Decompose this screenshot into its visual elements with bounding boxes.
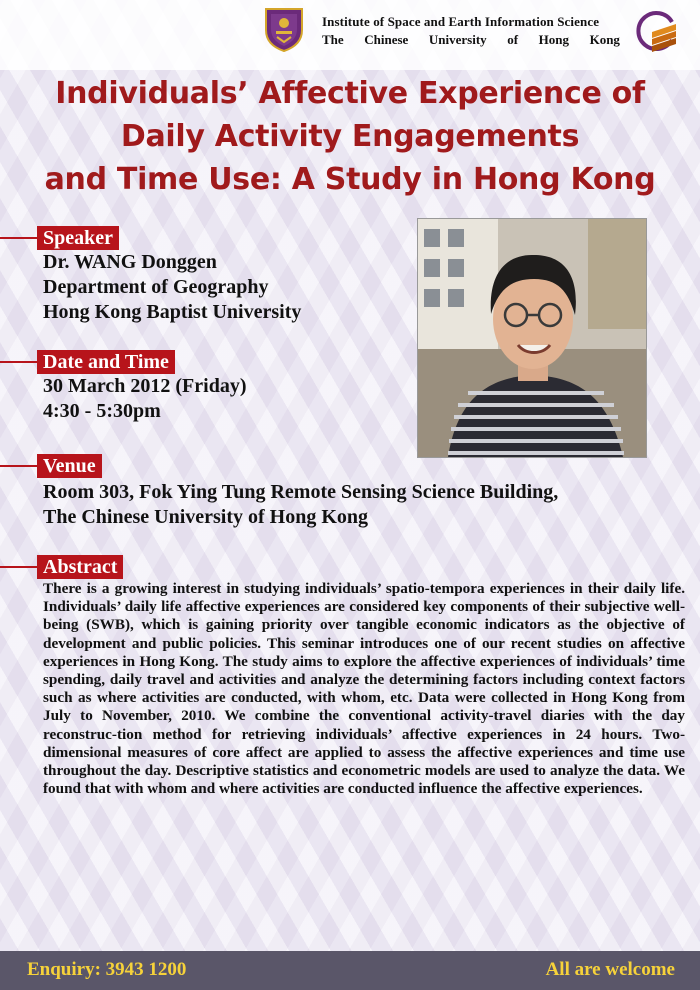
speaker-affiliation: Hong Kong Baptist University	[43, 301, 302, 323]
university-crest-icon	[263, 6, 305, 52]
speaker-photo	[418, 219, 646, 457]
abstract-label: Abstract	[37, 555, 123, 579]
venue-label: Venue	[37, 454, 102, 478]
university-word: of	[507, 32, 519, 47]
abstract-rule	[0, 566, 37, 568]
speaker-info	[43, 250, 301, 325]
speaker-name: Dr. WANG Donggen	[43, 251, 217, 273]
footer-bar	[0, 951, 700, 990]
venue-university: The Chinese University of Hong Kong	[43, 506, 369, 528]
institute-logo-icon	[632, 6, 680, 56]
university-name	[322, 32, 620, 48]
speaker-department: Department of Geography	[43, 276, 269, 298]
university-word: Kong	[589, 32, 620, 47]
seminar-time: 4:30 - 5:30pm	[43, 400, 161, 422]
university-word: The	[322, 32, 344, 47]
university-word: University	[428, 32, 487, 47]
venue-info	[43, 480, 558, 530]
abstract-text: There is a growing interest in studying individuals’ spatio-tempora experiences in their daily life. Individuals’ daily life affective experiences are considered key components of their subjective well-being (SWB), which is gaining priority over tangible economic indicators as the objective of development and public policies. This seminar introduces one of our recent studies on affective experiences in Hong Kong. The study aims to explore the affective experiences of individuals’ time spending, daily travel and activities and analyze the determining factors including context factors such as where activities are conducted, with whom, etc. Data were collected in Hong Kong from July to November, 2010. We combine the conventional activity-travel diaries with the day reconstruc-tion method for retrieving individuals’ affective experiences in 24 hours. Two-dimensional measures of core affect are applied to assess the affective experiences and time use throughout the day. Descriptive statistics and econometric models are used to analyze the data. We found that with whom and where activities are conducted influence the affective experiences.	[43, 580, 685, 798]
institute-name: Institute of Space and Earth Information Science	[322, 14, 600, 29]
datetime-rule	[0, 361, 37, 363]
venue-rule	[0, 465, 37, 467]
welcome-note: All are welcome	[545, 959, 675, 980]
speaker-photo-image	[418, 219, 646, 457]
datetime-info	[43, 374, 247, 424]
speaker-rule	[0, 237, 37, 239]
university-word: Hong	[538, 32, 570, 47]
venue-room: Room 303, Fok Ying Tung Remote Sensing Science Building,	[43, 481, 559, 503]
seminar-title	[0, 72, 700, 201]
title-line: and Time Use: A Study in Hong Kong	[44, 162, 656, 197]
speaker-label: Speaker	[37, 226, 119, 250]
title-line: Individuals’ Affective Experience of	[55, 76, 645, 111]
enquiry-phone: Enquiry: 3943 1200	[27, 959, 187, 980]
seminar-date: 30 March 2012 (Friday)	[43, 375, 247, 397]
datetime-label: Date and Time	[37, 350, 175, 374]
title-line: Daily Activity Engagements	[120, 119, 580, 154]
university-word: Chinese	[364, 32, 409, 47]
